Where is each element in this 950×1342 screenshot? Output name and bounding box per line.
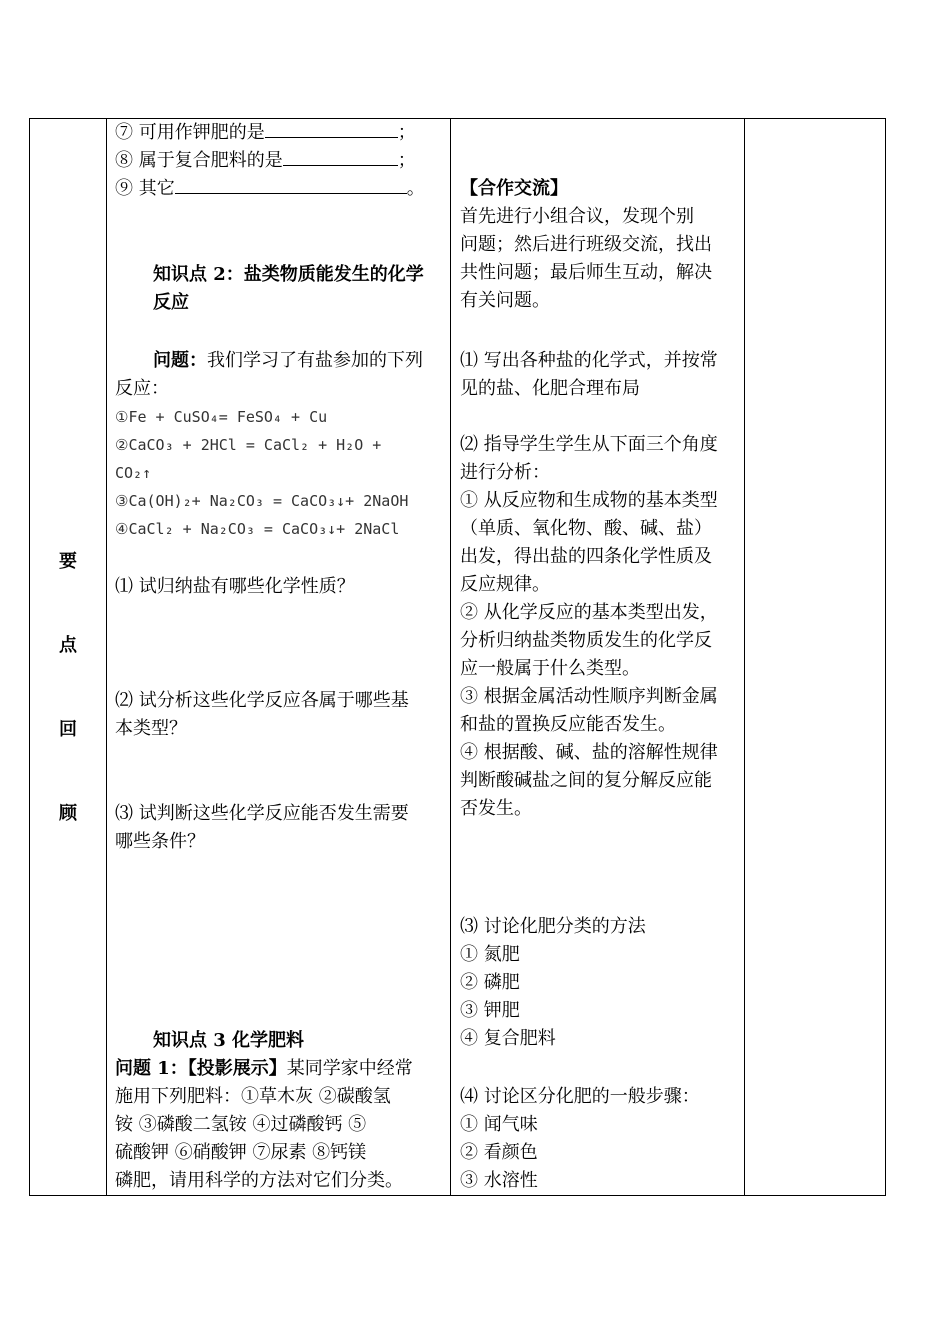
activity-text: 应一般属于什么类型。	[460, 658, 640, 679]
activity-text: 共性问题；最后师生互动，解决	[460, 262, 712, 283]
knowledge-point-heading: 反应	[153, 292, 189, 313]
activity-text: 和盐的置换反应能否发生。	[460, 714, 676, 735]
equation: ④CaCl₂ + Na₂CO₃ = CaCO₃↓+ 2NaCl	[115, 520, 400, 538]
activity-text: ② 从化学反应的基本类型出发，	[460, 602, 718, 623]
activity-text: 判断酸碱盐之间的复分解反应能	[460, 770, 712, 791]
sub-question: ⑴ 试归纳盐有哪些化学性质？	[115, 576, 355, 597]
activity-text: 有关问题。	[460, 290, 550, 311]
question-line: ⑦ 可用作钾肥的是 ；	[115, 119, 416, 147]
activity-text: ③ 水溶性	[460, 1170, 538, 1191]
activity-text: ③ 根据金属活动性顺序判断金属	[460, 686, 718, 707]
label-char: 回	[59, 719, 77, 740]
activity-text: 首先进行小组合议，发现个别	[460, 206, 694, 227]
equation: CO₂↑	[115, 464, 152, 482]
activity-text: ① 闻气味	[460, 1114, 538, 1135]
knowledge-point-heading: 知识点 2：盐类物质能发生的化学	[153, 264, 424, 285]
activity-text: ⑶ 讨论化肥分类的方法	[460, 916, 646, 937]
activity-heading: 【合作交流】	[460, 178, 568, 199]
problem-text: 硫酸钾 ⑥硝酸钾 ⑦尿素 ⑧钙镁	[115, 1142, 367, 1163]
sub-question: 本类型？	[115, 718, 187, 739]
activity-text: 否发生。	[460, 798, 532, 819]
activity-text: ② 磷肥	[460, 972, 520, 993]
equation: ①Fe + CuSO₄= FeSO₄ + Cu	[115, 408, 328, 426]
equation: ②CaCO₃ + 2HCl = CaCl₂ + H₂O +	[115, 436, 382, 454]
label-char: 点	[59, 635, 77, 656]
sub-question: 哪些条件？	[115, 831, 205, 852]
activity-text: ⑷ 讨论区分化肥的一般步骤：	[460, 1086, 700, 1107]
activity-text: 出发，得出盐的四条化学性质及	[460, 546, 712, 567]
activity-text: ④ 复合肥料	[460, 1028, 556, 1049]
answer-blank[interactable]	[265, 119, 398, 138]
section-label	[30, 119, 106, 1195]
activity-text: 分析归纳盐类物质发生的化学反	[460, 630, 712, 651]
question-line: ⑧ 属于复合肥料的是 ；	[115, 147, 416, 175]
activity-text: 进行分析：	[460, 462, 550, 483]
column-divider	[450, 119, 451, 1195]
problem-text: 施用下列肥料：①草木灰 ②碳酸氢	[115, 1086, 391, 1107]
problem-text: 问题：我们学习了有盐参加的下列	[153, 350, 423, 371]
label-char: 顾	[59, 803, 77, 824]
question-line: ⑨ 其它 。	[115, 175, 425, 203]
activity-text: ① 从反应物和生成物的基本类型	[460, 490, 718, 511]
activity-text: ⑴ 写出各种盐的化学式，并按常	[460, 350, 718, 371]
problem-text: 磷肥，请用科学的方法对它们分类。	[115, 1170, 403, 1191]
activity-text: ① 氮肥	[460, 944, 520, 965]
activity-text: 反应规律。	[460, 574, 550, 595]
activity-text: ④ 根据酸、碱、盐的溶解性规律	[460, 742, 718, 763]
lesson-table	[29, 118, 886, 1196]
answer-blank[interactable]	[175, 175, 407, 194]
equation: ③Ca(OH)₂+ Na₂CO₃ = CaCO₃↓+ 2NaOH	[115, 492, 409, 510]
column-divider	[106, 119, 107, 1195]
answer-blank[interactable]	[283, 147, 398, 166]
activity-text: 问题；然后进行班级交流，找出	[460, 234, 712, 255]
knowledge-point-heading: 知识点 3 化学肥料	[153, 1030, 305, 1051]
activity-text: ⑵ 指导学生学生从下面三个角度	[460, 434, 718, 455]
activity-text: ③ 钾肥	[460, 1000, 520, 1021]
label-char: 要	[59, 551, 77, 572]
column-divider	[744, 119, 745, 1195]
sub-question: ⑶ 试判断这些化学反应能否发生需要	[115, 803, 409, 824]
activity-text: ② 看颜色	[460, 1142, 538, 1163]
problem-text: 铵 ③磷酸二氢铵 ④过磷酸钙 ⑤	[115, 1114, 367, 1135]
activity-text: （单质、氧化物、酸、碱、盐）	[460, 518, 712, 539]
activity-text: 见的盐、化肥合理布局	[460, 378, 640, 399]
sub-question: ⑵ 试分析这些化学反应各属于哪些基	[115, 690, 409, 711]
problem-text: 问题 1：【投影展示】某同学家中经常	[115, 1058, 413, 1079]
problem-text: 反应：	[115, 378, 169, 399]
